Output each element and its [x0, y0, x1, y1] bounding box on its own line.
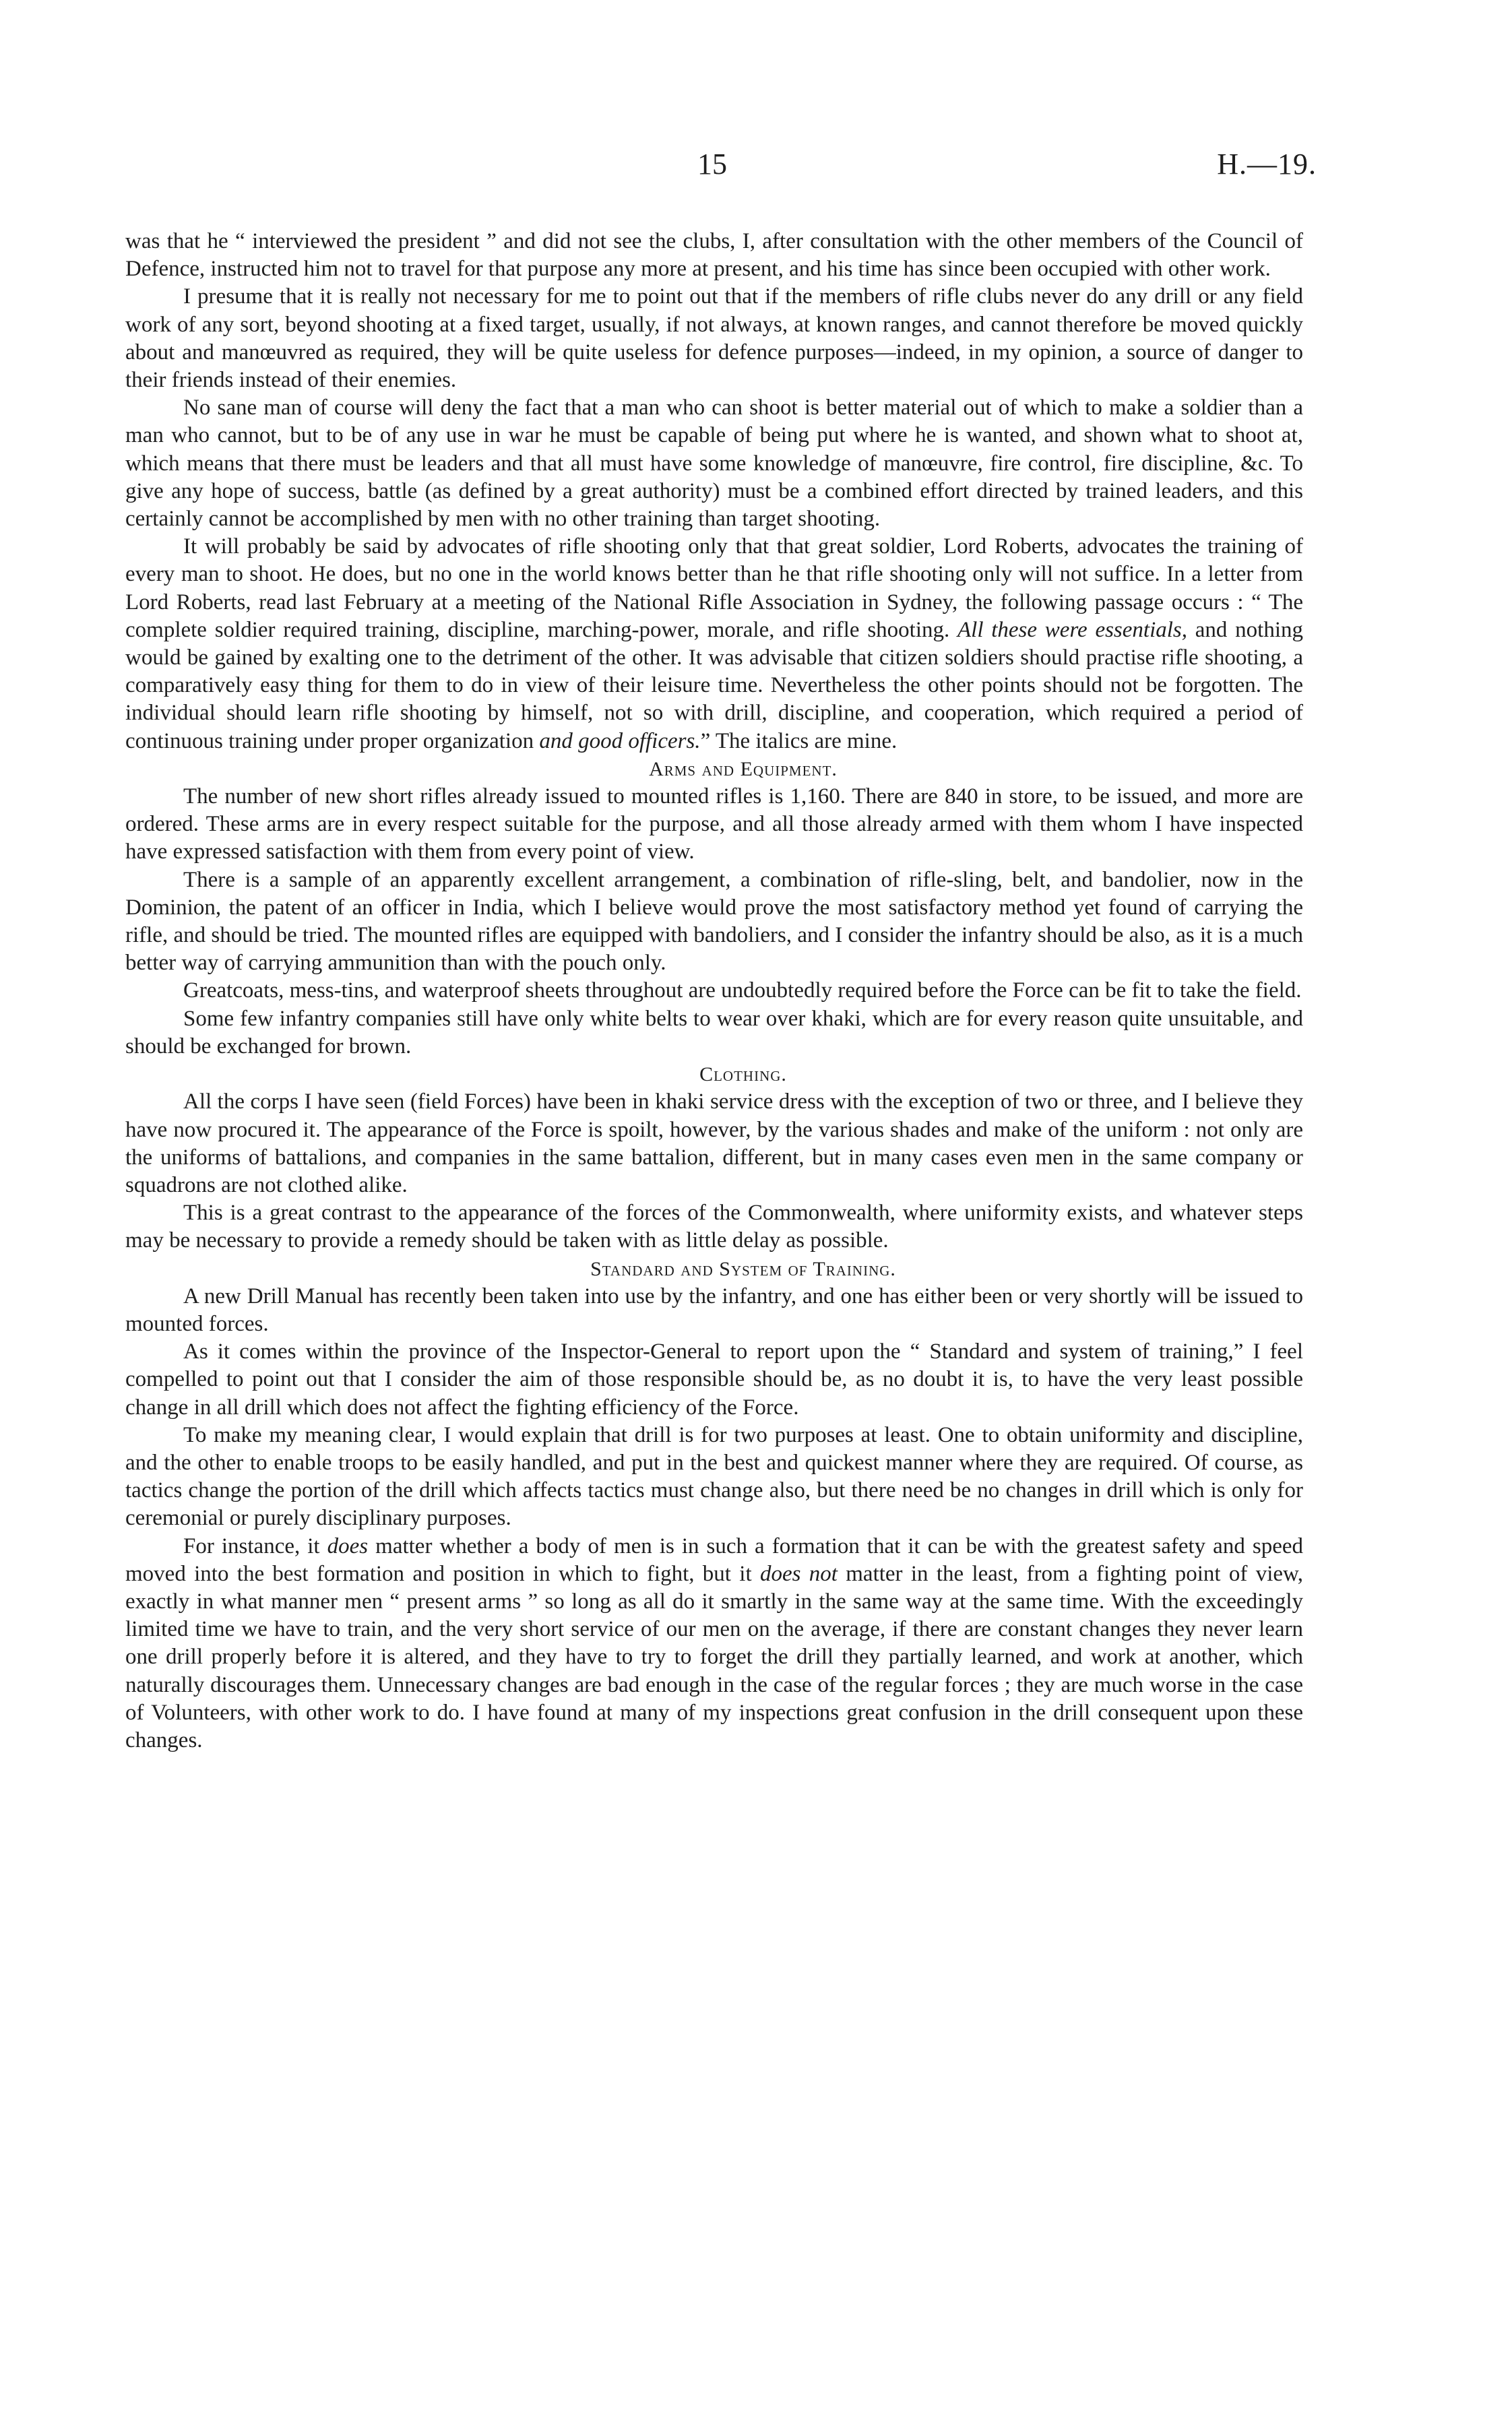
- paragraph: All the corps I have seen (field Forces) have been in khaki service dress with the exception of two or three, and I believe they have now procured it. The appearance of the Force is spoilt, however, by the various shades and make of the uniform : not only are the uniforms of battalions, and companies in the same battalion, different, but in many cases even men in the same company or squadrons are not clothed alike.: [125, 1089, 1303, 1197]
- paragraph: There is a sample of an apparently excellent arrangement, a combination of rifle-sling, belt, and bandolier, now in the Dominion, the patent of an officer in India, which I believe would prove the most satisfactory method yet found of carrying the rifle, and should be tried. The mounted rifles are equipped with bandoliers, and I consider the infantry should be also, as it is a much better way of carrying ammunition than with the pouch only.: [125, 867, 1303, 976]
- text-run: It will probably be said by advocates of rifle shooting only that that great soldier, Lord Roberts, advocates the training of every man to shoot. He does, but no one in the world knows better than he that rifle shooting only will not suffice. In a letter from Lord Roberts, read last February at a meeting of the National Rifle Association in Sydney, the following passage occurs : “ The complete soldier required training, discipline, marching-power, morale, and rifle shooting.: [125, 534, 1303, 642]
- section-heading-clothing: Clothing.: [699, 1063, 787, 1086]
- italic-text: does not: [759, 1561, 838, 1586]
- page-header: [0, 147, 1512, 208]
- italic-text: does: [327, 1533, 369, 1558]
- text-run: matter in the least, from a fighting point of view, exactly in what manner men “ present arms ” so long as all do it smartly in the same way at the same time. With the exceedingly limited time we have to train, and the very short service of our men on the average, if there are constant changes they never learn one drill properly before it is altered, and they have to try to forget the drill they partially learned, and work at another, which naturally discourages them. Unnecessary changes are bad enough in the case of the regular forces ; they are much worse in the case of Volunteers, with other work to do. I have found at many of my inspections great confusion in the drill consequent upon these changes.: [125, 1561, 1303, 1752]
- section-heading-arms: Arms and Equipment.: [649, 757, 838, 780]
- paragraph: This is a great contrast to the appearance of the forces of the Commonwealth, where uniformity exists, and whatever steps may be necessary to provide a remedy should be taken with as little delay as possible.: [125, 1201, 1303, 1253]
- section-heading-standard: Standard and System of Training.: [590, 1257, 896, 1280]
- text-run: and nothing would be gained by exalting one to the detriment of the other. It was advisable that citizen soldiers should practise rifle shooting, a comparatively easy thing for them to do in view of their leisure time. Nevertheless the other points should not be forgotten. The individual should learn rifle shooting by himself, not so with drill, discipline, and cooperation, which required a period of continuous training under proper organization: [125, 617, 1303, 753]
- paragraph: Some few infantry companies still have only white belts to wear over khaki, which are for every reason quite unsuitable, and should be exchanged for brown.: [125, 1006, 1303, 1058]
- paragraph: [125, 1533, 1303, 1755]
- text-run: matter whether a body of men is in such a formation that it can be with the greatest safety and speed moved into the best formation and position in which to fight, but it: [125, 1533, 1303, 1586]
- text-run: For instance, it: [183, 1533, 327, 1558]
- text-run: ” The italics are mine.: [700, 728, 897, 753]
- paragraph: No sane man of course will deny the fact that a man who can shoot is better material out of which to make a soldier than a man who cannot, but to be of any use in war he must be capable of being put where he is wanted, and shown what to shoot at, which means that there must be leaders and that all must have some knowledge of manœuvre, fire control, fire discipline, &c. To give any hope of success, battle (as defined by a great authority) must be a combined effort directed by trained leaders, and this certainly cannot be accomplished by men with no other training than target shooting.: [125, 396, 1303, 532]
- paragraph: [125, 533, 1303, 755]
- page-number: 15: [697, 148, 727, 181]
- italic-text: and good officers.: [539, 728, 701, 753]
- paragraph: I presume that it is really not necessary for me to point out that if the members of rifle clubs never do any drill or any field work of any sort, beyond shooting at a fixed target, usually, if not always, at known ranges, and cannot therefore be moved quickly about and manœuvred as required, they will be quite useless for defence purposes—indeed, in my opinion, a source of danger to their friends instead of their enemies.: [125, 284, 1303, 393]
- paragraph: The number of new short rifles already issued to mounted rifles is 1,160. There are 840 in store, to be issued, and more are ordered. These arms are in every respect suitable for the purpose, and all those already armed with them whom I have inspected have expressed satisfaction with them from every point of view.: [125, 784, 1303, 864]
- italic-text: All these were essentials,: [957, 617, 1188, 642]
- paragraph: A new Drill Manual has recently been taken into use by the infantry, and one has either been or very shortly will be issued to mounted forces.: [125, 1284, 1303, 1336]
- paragraph: Greatcoats, mess-tins, and waterproof sheets throughout are undoubtedly required before the Force can be fit to take the field.: [183, 978, 1302, 1003]
- paragraph: was that he “ interviewed the president ” and did not see the clubs, I, after consultation with the other members of the Council of Defence, instructed him not to travel for that purpose any more at present, and his time has since been occupied with other work.: [125, 229, 1303, 282]
- document-body: [125, 228, 1303, 1754]
- document-reference: H.—19.: [1217, 148, 1317, 181]
- paragraph: To make my meaning clear, I would explain that drill is for two purposes at least. One to obtain uniformity and discipline, and the other to enable troops to be easily handled, and put in the best and quickest manner where they are required. Of course, as tactics change the portion of the drill which affects tactics must change also, but there need be no changes in drill which is only for ceremonial or purely disciplinary purposes.: [125, 1422, 1303, 1531]
- paragraph: As it comes within the province of the Inspector-General to report upon the “ Standard and system of training,” I feel compelled to point out that I consider the aim of those responsible should be, as no doubt it is, to have the very least possible change in all drill which does not affect the fighting efficiency of the Force.: [125, 1339, 1303, 1420]
